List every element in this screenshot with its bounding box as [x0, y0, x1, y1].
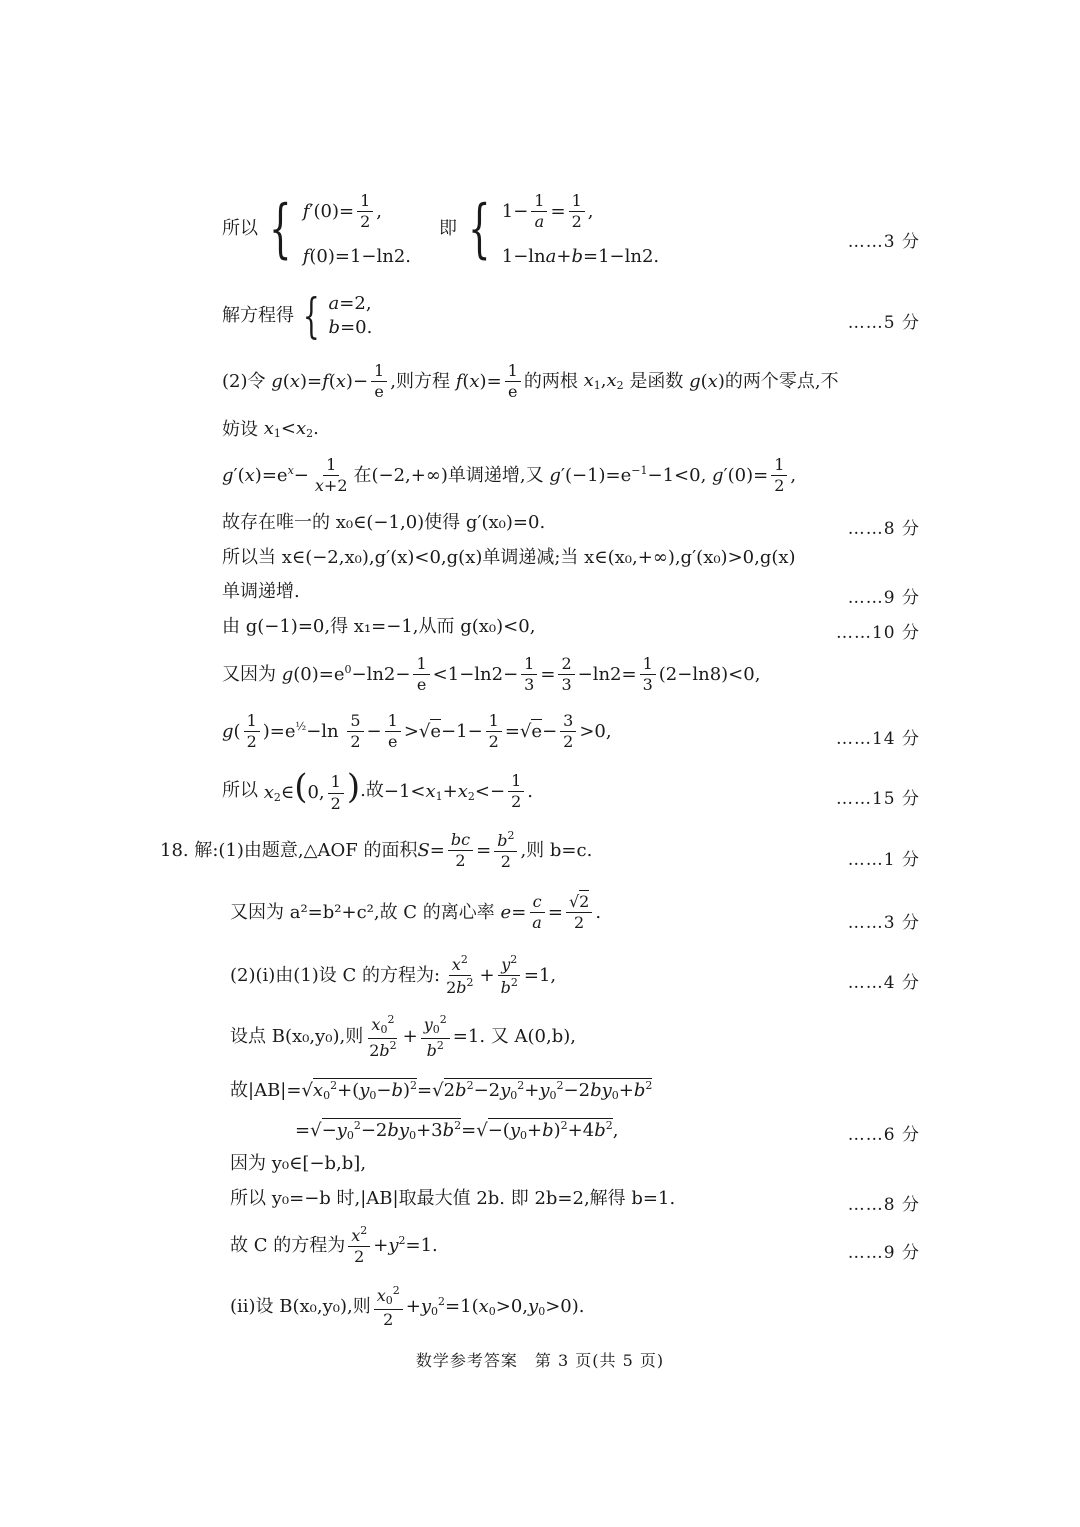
line-solve: 解方程得 { a=2, b=0.	[222, 288, 373, 344]
line-unique: 故存在唯一的 x₀∈(−1,0)使得 g′(x₀)=0.	[222, 512, 546, 533]
q18-range: 因为 y₀∈[−b,b],	[230, 1153, 367, 1174]
q18-final-eq: 故 C 的方程为 $\frac{x^2}{2}$ $+y^2=1$.	[230, 1224, 438, 1267]
line-assume: 妨设 $x_1<x_2$.	[222, 418, 319, 440]
line-increase: 单调递增.	[222, 581, 300, 602]
line-g-half: g( $\frac{1}{2}$ )$=e^{\frac{1}{2}}-\ln$ $\frac{5}{2}$ − $\frac{1}{e}$ >√e−1− $\frac{1}{2}$ =√e− $\frac{3}{2}$ >0,	[222, 711, 612, 752]
score: ……5 分	[847, 313, 920, 333]
score: ……3 分	[847, 913, 920, 933]
q18-ellipse-eq: (2)(i)由(1)设 C 的方程为: $\frac{x^2}{2b^2}$ + $\frac{y^2}{b^2}$ =1,	[230, 953, 557, 998]
q18-point-b: 设点 B(x₀,y₀),则 $\frac{x_0^2}{2b^2}$ + $\frac{y_0^2}{b^2}$ =1 . 又 A(0,b),	[230, 1013, 576, 1060]
score: ……1 分	[847, 850, 920, 870]
score: ……8 分	[847, 519, 920, 539]
line-part2: (2)令 g(x)=f(x)− $\frac{1}{e}$ ,则方程 f(x)= $\frac{1}{e}$ 的两根 $x_1,x_2$ 是函数 g(x) 的两个零点,不	[222, 361, 839, 402]
score: ……9 分	[847, 588, 920, 608]
q18-part-ii: (ii)设 B(x₀,y₀),则 $\frac{x_0^2}{2}$ $+y_0^2=1(x_0>0,y_0>0)$.	[230, 1284, 585, 1329]
q18-eccentricity: 又因为 a²=b²+c²,故 C 的离心率 e= $\frac{c}{a}$ = $\frac{√2}{2}$ .	[230, 892, 602, 933]
line-monotone: 所以当 x∈(−2,x₀),g′(x)<0,g(x)单调递减;当 x∈(x₀,+∞),g′(x₀)>0,g(x)	[222, 547, 796, 568]
score: ……9 分	[847, 1243, 920, 1263]
score: ……14 分	[835, 729, 920, 749]
line-system-1: 所以 { f′(0)= $\frac{1}{2}$ , f(0)=1−ln2. 即 { 1− $\frac{1}{a}$ = $\frac{1}{2}$ , 1−lna+b=1−ln2.	[222, 191, 660, 267]
score: ……4 分	[847, 973, 920, 993]
line-g-minus1: 由 g(−1)=0,得 x₁=−1,从而 g(x₀)<0,	[222, 616, 536, 637]
line-g0: 又因为 $g(0)=e^0-\ln 2-$ $\frac{1}{e}$ <1−ln2− $\frac{1}{3}$ = $\frac{2}{3}$ −ln2= $\frac{1}{3}$ (2−ln8)<0,	[222, 654, 761, 695]
q18-ab-length: 故|AB|= $√x_0^2+(y_0-b)^2=√2b^2-2y_0^2+y_0^2-2by_0+b^2$	[230, 1079, 653, 1102]
q18-line1: 18. 解: (1)由题意,△AOF 的面积 S= $\frac{bc}{2}$ = $\frac{b^2}{2}$ ,则 b=c.	[160, 829, 593, 872]
q18-ab-simplified: $=√-y_0^2-2by_0+3b^2=√-(y_0+b)^2+4b^2$,	[295, 1119, 619, 1142]
line-conclusion: 所以 $x_2\in(0$, $\frac{1}{2}$ ) .故 $-1<x_1+x_2<-$ $\frac{1}{2}$ .	[222, 767, 533, 813]
score: ……6 分	[847, 1125, 920, 1145]
line-derivative: $g'(x)=e^x-$ $\frac{1}{x+2}$ 在(−2,+∞)单调递增,又 $g'(-1)=e^{-1}-1<0$, g′(0)= $\frac{1}{2}$ ,	[222, 455, 797, 496]
q18-max: 所以 y₀=−b 时,|AB|取最大值 2b. 即 2b=2,解得 b=1.	[230, 1188, 676, 1209]
score: ……8 分	[847, 1195, 920, 1215]
page-footer: 数学参考答案 第 3 页(共 5 页)	[415, 1351, 665, 1370]
score: ……10 分	[835, 623, 920, 643]
score: ……15 分	[835, 789, 920, 809]
score: ……3 分	[847, 232, 920, 252]
